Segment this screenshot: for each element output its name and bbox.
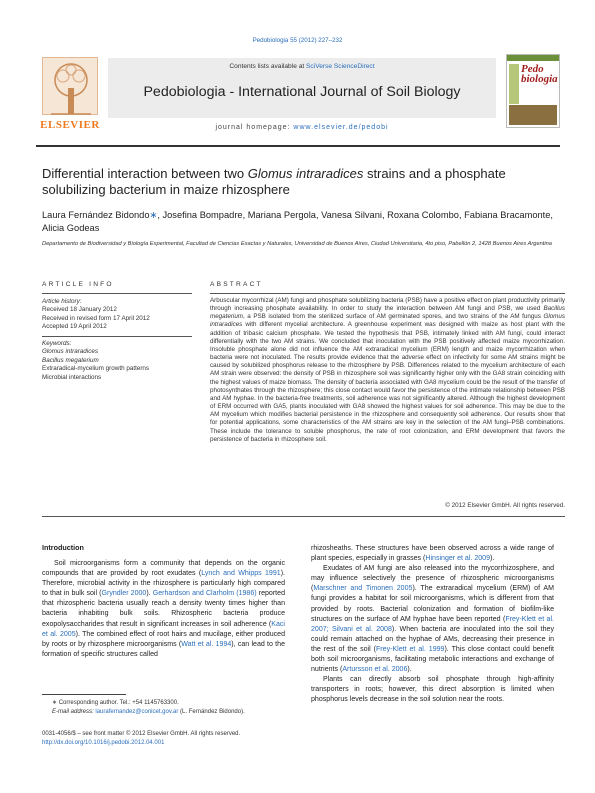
cover-photo (509, 105, 557, 125)
article-history (42, 298, 192, 332)
doi-link[interactable]: http://dx.doi.org/10.1016/j.pedobi.2012.04.001 (42, 739, 165, 746)
article-info-rule (42, 293, 192, 294)
intro-text: ). When bacteria are inoculated into the soil they could remain attached on the hyphae of AMs, decreasing their presence in the rest of the soil ( (311, 625, 554, 653)
journal-citation[interactable]: Pedobiologia 55 (2012) 227–232 (252, 37, 343, 44)
article-title (42, 166, 562, 198)
corresponding-author-note: ∗ Corresponding author. Tel.: +54 1145763300. (52, 700, 179, 706)
title-part1: Differential interaction between two (42, 166, 248, 181)
history-label: Article history: (42, 298, 82, 305)
abstract-copyright: © 2012 Elsevier GmbH. All rights reserved. (445, 502, 565, 509)
elsevier-wordmark: ELSEVIER (40, 119, 100, 131)
journal-cover-thumbnail[interactable] (506, 54, 560, 128)
intro-text: Soil microorganisms form a community that depends on the organic compounds that are provided by root exudates ( (42, 560, 285, 578)
journal-title: Pedobiologia - International Journal of Soil Biology (143, 84, 461, 100)
intro-text: ). (146, 590, 153, 598)
cover-title-line2: biologia (521, 73, 558, 85)
elsevier-tree-icon (42, 57, 98, 115)
elsevier-logo (36, 57, 104, 131)
contents-line (108, 63, 496, 70)
citation-link[interactable]: Lynch and Whipps 1991 (201, 570, 281, 578)
contents-prefix: Contents lists available at (229, 63, 307, 70)
title-part2: strains and a phosphate solubilizing bacterium in maize rhizosphere (42, 166, 506, 197)
intro-text: ). Therefore, microbial activity in the rhizosphere is particularly high compared to that in bulk soil ( (42, 570, 286, 598)
intro-text: ). (490, 555, 495, 563)
keywords-label: Keywords: (42, 340, 72, 347)
author-email-link[interactable]: laurafernandez@conicet.gov.ar (95, 708, 179, 715)
journal-homepage-link[interactable]: www.elsevier.de/pedobi (293, 124, 389, 131)
intro-text: ). This close contact could benefit both soil microorganisms, facilitating metabolic interactions and exchange of nutrients ( (311, 645, 554, 674)
email-line (42, 708, 302, 717)
email-label: E-mail address: (52, 708, 96, 715)
intro-paragraph (42, 559, 285, 660)
citation-link[interactable]: Frey-Klett et al. 2007; Silvani et al. 2008 (311, 615, 554, 633)
citation-link[interactable]: Marschner and Timonen 2005 (313, 585, 413, 593)
abstract-text-c: with different mycelial architecture. A greenhouse experiment was designed with maize as host plant with the addition of tribasic calcium phosphate. We tested the hypothesis that PSB, intimately linked with AM fungi, could interact differentially with the two AM strains. We concluded that inoculation with the PSB positively affected maize mycorrhization. Insoluble phosphate alone did not influence the AM extraradical mycelium (ERM) length and maize mycorrhization when bacteria were not inoculated. The results provide evidence that the adverse effect on infectivity for some AM strains might be caused by solubilized phosphorus release to the rhizosphere by PSB. Differences related to the mycelium architecture of each AM strain were observed: the density of PSB in rhizosphere soil was significantly higher only with the GA8 strain coinciding with the highest values of maize biomass. The density of bacteria associated with GA8 mycelium could be the result of the transfer of photosynthates through the rhizosphere; this close contact would favor the persistence of the intimate relationship between PSB and AM hyphae. In the bacteria-free treatments, soil adherence was not significantly altered. Although the highest development of ERM occurred with GA5, plants inoculated with GA8 showed the highest values for soil adherence. This may be due to the AM mycelium which modifies bacterial persistence in the rhizosphere and consequently soil adherence. Our results show that for potential applications, some characteristics of the AM strains are key in the selection of the AM fungi–PSB combinations. These include the tolerance to soluble phosphorus, the rate of root colonization, and ERM development that favors the persistence of bacteria in rhizosphere soil. (210, 321, 565, 443)
citation-link[interactable]: Kaci et al. 2005 (42, 620, 285, 638)
abstract-species-b: Glomus intraradices (210, 313, 565, 329)
first-author[interactable]: Laura Fernández Bidondo (42, 210, 150, 220)
intro-text: ). The combined effect of root hairs and mucilage, either produced by roots or by rhizosphere microorganisms ( (42, 630, 285, 648)
abstract-text-b: , a PSB isolated from the sterilized surface of AM germinated spores, and two strains of the AM fungus (243, 313, 544, 321)
intro-text: reported that rhizospheric bacteria usually reach a density twenty times higher than bacteria inhabiting bulk soils. Rhizospheric bacteria produce exopolysaccharides that result in significant increases in soil adherence ( (42, 590, 285, 628)
citation-link[interactable]: Artursson et al. 2006 (342, 666, 408, 674)
issn-line: 0031-4056/$ – see front matter © 2012 Elsevier GmbH. All rights reserved. (42, 731, 241, 737)
author-list (42, 209, 562, 235)
sciencedirect-link[interactable]: SciVerse ScienceDirect (306, 63, 375, 70)
intro-paragraph (311, 675, 554, 705)
journal-header-box (108, 58, 496, 118)
citation-link[interactable]: Hinsinger et al. 2009 (425, 555, 491, 563)
citation-link[interactable]: Gryndler 2000 (101, 590, 147, 598)
citation-link[interactable]: Gerhardson and Clarholm (1986) (152, 590, 257, 598)
header-divider (36, 145, 560, 147)
cover-image (509, 64, 519, 104)
intro-text: ). The extraradical mycelium (ERM) of AM fungi provides a habitat for soil microorganisms, which is different from that provided by roots. Bacterial colonization and formation of biofilm-like structures on the surface of AM hyphae have been reported ( (311, 585, 554, 623)
abstract-heading: ABSTRACT (210, 281, 263, 288)
abstract-text-a: Arbuscular mycorrhizal (AM) fungi and phosphate solubilizing bacteria (PSB) have a positive effect on plant productivity primarily through increasing phosphate availability. In order to study the interaction between AM fungi and PSB, we used (210, 297, 565, 313)
homepage-prefix: journal homepage: (215, 124, 294, 131)
email-suffix: (L. Fernández Bidondo). (178, 708, 245, 715)
introduction-heading: Introduction (42, 543, 84, 552)
accepted-date: Accepted 19 April 2012 (42, 323, 107, 331)
abstract-body (210, 297, 565, 444)
keyword-item: Extraradical-mycelium growth patterns (42, 365, 150, 373)
intro-right-column (311, 544, 554, 706)
cover-band (507, 55, 559, 61)
corresponding-author-marker[interactable]: ∗ (149, 210, 158, 220)
footnote-rule (42, 694, 126, 695)
intro-paragraph (311, 544, 554, 564)
abstract-rule (210, 293, 565, 294)
abstract-species-a: Bacillus megaterium (210, 305, 565, 321)
journal-masthead (36, 54, 560, 137)
intro-text: Plants can directly absorb soil phosphate through high-affinity transporters in roots; however, this direct absorption is limited when phosphorus levels decrease in the soil solution near the roots. (311, 676, 554, 704)
cover-title-line1: Pedo (521, 63, 544, 75)
intro-paragraph (311, 564, 554, 675)
other-authors: , Josefina Bompadre, Mariana Pergola, Vanesa Silvani, Roxana Colombo, Fabiana Bracamonte, Alicia Godeas (42, 210, 553, 233)
article-info-heading: ARTICLE INFO (42, 281, 114, 288)
revised-date: Received in revised form 17 April 2012 (42, 314, 150, 322)
keywords-block (42, 340, 192, 382)
keyword-item: Bacillus megaterium (42, 356, 99, 364)
title-species: Glomus intraradices (247, 166, 364, 181)
footnote (42, 699, 302, 716)
info-separator (42, 336, 192, 337)
publication-meta (42, 730, 302, 747)
citation-link[interactable]: Watt et al. 1994 (181, 640, 232, 648)
keyword-item: Glomus intraradices (42, 348, 98, 356)
abstract-bottom-rule (42, 516, 565, 517)
citation-link[interactable]: Frey-Klett et al. 1999 (376, 645, 445, 653)
intro-text: ). (407, 666, 412, 674)
intro-text: Exudates of AM fungi are also released into the mycorrhizosphere, and may influence selectively the presence of rhizospheric microorganisms ( (311, 565, 554, 593)
intro-text: ), can lead to the formation of specific structures called (42, 640, 285, 658)
cover-title (521, 64, 558, 84)
keyword-item: Microbial interactions (42, 373, 102, 381)
intro-text: rhizosheaths. These structures have been observed across a wide range of plant species, especially in grasses ( (311, 545, 554, 563)
intro-left-column (42, 559, 285, 660)
affiliation: Departamento de Biodiversidad y Biología Experimental, Facultad de Ciencias Exactas y Naturales, Universidad de Buenos Aires, Ciudad Universitaria, 4to piso, Pabellón 2, 1428 Buenos Aires Argentina (42, 241, 552, 247)
received-date: Received 18 January 2012 (42, 306, 117, 314)
journal-homepage-line (108, 124, 496, 131)
